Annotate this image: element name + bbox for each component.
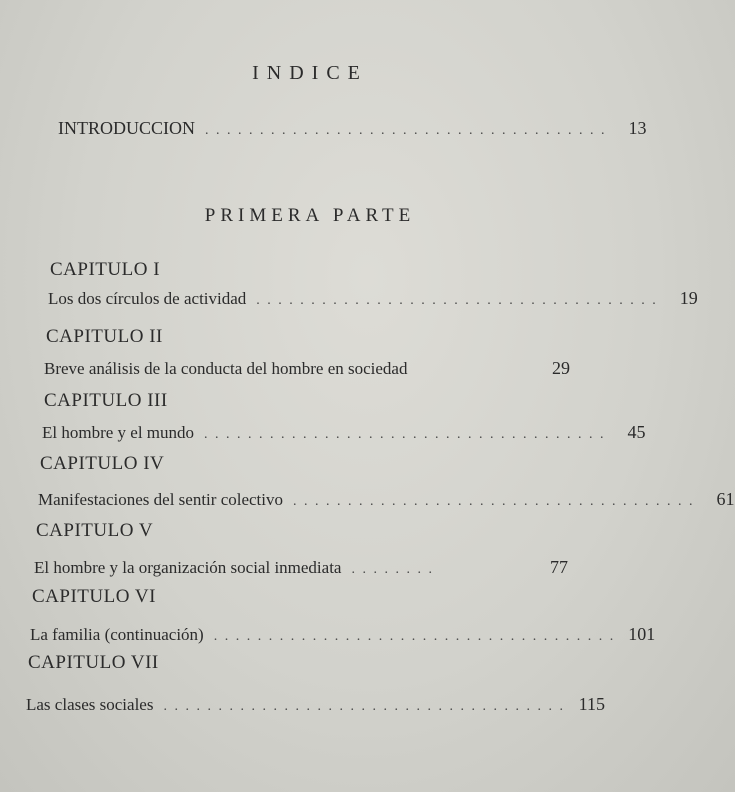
chapter-heading-7: CAPITULO VII — [28, 652, 159, 673]
section-title: PRIMERA PARTE — [204, 205, 416, 226]
chapter-entry-2 — [44, 358, 570, 379]
dot-leader: . . . . . . . . . . . . . . . . . . . . . . . . . . . . . . . . . . . . . — [213, 629, 616, 644]
chapter-entry-title: El hombre y el mundo — [42, 423, 195, 442]
intro-page-number: 13 — [628, 118, 647, 138]
chapter-entry-3 — [42, 422, 646, 443]
chapter-entry-title: La familia (continuación) — [30, 625, 204, 644]
chapter-entry-5 — [34, 557, 568, 578]
intro-entry — [58, 118, 647, 139]
dot-leader: . . . . . . . . . . . . . . . . . . . . . . . . . . . . . . . . . . . . . — [293, 494, 695, 509]
chapter-entry-title: Las clases sociales — [26, 695, 154, 714]
intro-label: INTRODUCCION — [58, 118, 195, 138]
dot-leader: . . . . . . . . . . . . . . . . . . . . . . . . . . . . . . . . . . . . . — [204, 427, 606, 442]
chapter-page-number: 45 — [627, 422, 646, 442]
chapter-heading-1: CAPITULO I — [50, 259, 161, 280]
chapter-heading-5: CAPITULO V — [36, 520, 154, 541]
chapter-entry-title: Manifestaciones del sentir colectivo — [38, 490, 283, 509]
dot-leader: . . . . . . . . . . . . . . . . . . . . . . . . . . . . . . . . . . . . . — [163, 699, 565, 714]
page-title: INDICE — [252, 62, 368, 84]
chapter-heading-3: CAPITULO III — [44, 390, 168, 411]
chapter-entry-title: Los dos círculos de actividad — [48, 289, 247, 308]
dot-leader: . . . . . . . . — [351, 562, 434, 577]
dot-leader: . . . . . . . . . . . . . . . . . . . . . . . . . . . . . . . . . . . . . — [205, 123, 607, 138]
chapter-entry-4 — [38, 489, 735, 510]
chapter-heading-4: CAPITULO IV — [40, 453, 165, 474]
chapter-heading-6: CAPITULO VI — [32, 586, 156, 607]
chapter-page-number: 101 — [628, 624, 656, 644]
chapter-page-number: 115 — [578, 694, 605, 714]
chapter-entry-6 — [30, 624, 656, 645]
chapter-page-number: 19 — [679, 288, 698, 308]
chapter-entry-1 — [48, 288, 698, 309]
chapter-page-number: 77 — [550, 557, 568, 577]
chapter-page-number: 29 — [552, 358, 570, 378]
chapter-entry-title: Breve análisis de la conducta del hombre en sociedad — [44, 359, 408, 378]
chapter-page-number: 61 — [716, 489, 735, 509]
chapter-entry-7 — [26, 694, 605, 715]
chapter-entry-title: El hombre y la organización social inmediata — [34, 558, 342, 577]
chapter-heading-2: CAPITULO II — [46, 326, 163, 347]
dot-leader: . . . . . . . . . . . . . . . . . . . . . . . . . . . . . . . . . . . . . — [256, 293, 658, 308]
